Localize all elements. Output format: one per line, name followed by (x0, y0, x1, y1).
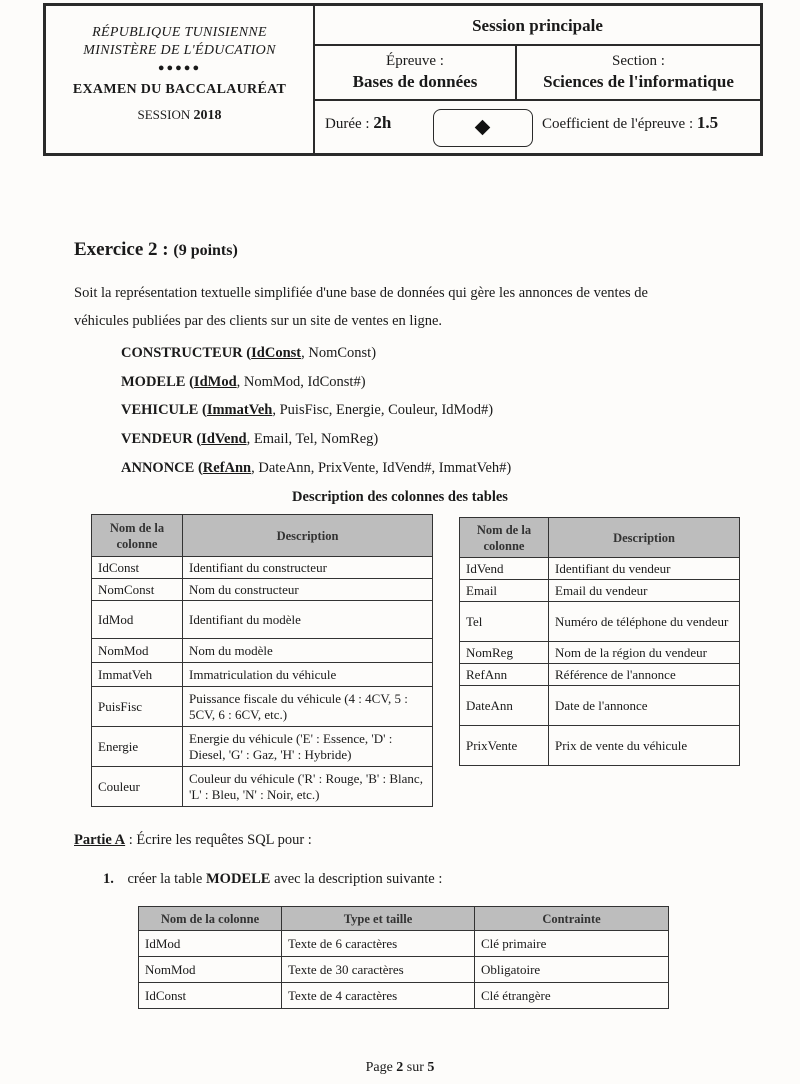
table-row (92, 663, 433, 687)
table-cell: Energie du véhicule ('E' : Essence, 'D' : Diesel, 'G' : Gaz, 'H' : Hybride) (183, 727, 433, 767)
question-1 (103, 871, 442, 888)
table-cell: IdConst (92, 557, 183, 579)
schema-constructeur: CONSTRUCTEUR (IdConst, NomConst) (121, 345, 377, 361)
question-table-name: MODELE (205, 871, 271, 887)
table-cell: Tel (460, 602, 549, 642)
duration (325, 113, 391, 133)
column-header: Nom de la colonne (92, 515, 183, 557)
coefficient-label: Coefficient de l'épreuve : (542, 116, 694, 132)
schema-attributes: , PuisFisc, Energie, Couleur, IdMod#) (272, 402, 494, 418)
schema-primary-key: RefAnn (202, 460, 252, 476)
table-cell: NomConst (92, 579, 183, 601)
table-cell: Immatriculation du véhicule (183, 663, 433, 687)
table-cell: Nom de la région du vendeur (549, 642, 740, 664)
table-row (92, 639, 433, 663)
table-cell: Prix de vente du véhicule (549, 726, 740, 766)
schema-table-name: ANNONCE (121, 460, 195, 476)
table-cell: RefAnn (460, 664, 549, 686)
epreuve-row (315, 46, 760, 101)
table-row (460, 726, 740, 766)
table-row (460, 580, 740, 602)
table-cell: DateAnn (460, 686, 549, 726)
table-row (92, 687, 433, 727)
session-label: SESSION (137, 107, 191, 122)
intro-line-1: Soit la représentation textuelle simplifiée d'une base de données qui gère les annonces de ventes de (74, 285, 648, 301)
exam-header (43, 3, 763, 156)
schema-table-name: VEHICULE (121, 402, 199, 418)
table-cell: NomReg (460, 642, 549, 664)
schema-modele: MODELE (IdMod, NomMod, IdConst#) (121, 374, 366, 390)
question-pre: créer la table (127, 871, 206, 887)
table-row (460, 642, 740, 664)
page-footer (0, 1060, 800, 1076)
exercise-points: (9 points) (173, 242, 238, 259)
part-a-label: Partie A (74, 832, 126, 848)
table-cell: PrixVente (460, 726, 549, 766)
diamond-frame (433, 109, 533, 147)
section-cell (517, 46, 760, 101)
right-columns-table (459, 517, 740, 766)
table-cell: NomMod (139, 957, 282, 983)
table-cell: Texte de 30 caractères (282, 957, 475, 983)
column-header: Nom de la colonne (139, 907, 282, 931)
column-header: Description (183, 515, 433, 557)
schema-vendeur: VENDEUR (IdVend, Email, Tel, NomReg) (121, 431, 379, 447)
table-row (139, 983, 669, 1009)
session-line (46, 107, 313, 124)
table-cell: Couleur (92, 767, 183, 807)
schema-vehicule: VEHICULE (ImmatVeh, PuisFisc, Energie, Couleur, IdMod#) (121, 402, 494, 418)
epreuve-value: Bases de données (352, 72, 478, 91)
ministry-block (46, 6, 315, 153)
schema-primary-key: IdConst (251, 345, 302, 361)
table-header-row (92, 515, 433, 557)
column-header: Contrainte (475, 907, 669, 931)
table-cell: Puissance fiscale du véhicule (4 : 4CV, 5 : 5CV, 6 : 6CV, etc.) (183, 687, 433, 727)
table-cell: IdConst (139, 983, 282, 1009)
table-row (460, 558, 740, 580)
epreuve-label: Épreuve : (386, 53, 444, 69)
column-header: Type et taille (282, 907, 475, 931)
footer-page-prefix: Page (365, 1060, 397, 1075)
table-row (460, 602, 740, 642)
table-row (92, 579, 433, 601)
table-cell: Clé primaire (475, 931, 669, 957)
exam-info-block (315, 6, 760, 153)
schema-table-name: MODELE (121, 374, 186, 390)
schema-attributes: , DateAnn, PrixVente, IdVend#, ImmatVeh#) (251, 460, 512, 476)
column-header: Description (549, 518, 740, 558)
table-cell: Obligatoire (475, 957, 669, 983)
table-cell: Nom du constructeur (183, 579, 433, 601)
table-cell: Date de l'annonce (549, 686, 740, 726)
table-row (92, 767, 433, 807)
table-cell: Energie (92, 727, 183, 767)
coefficient-value: 1.5 (696, 113, 719, 132)
question-post: avec la description suivante : (270, 871, 443, 887)
table-cell: Email du vendeur (549, 580, 740, 602)
schema-attributes: , Email, Tel, NomReg) (246, 431, 379, 447)
table-row (460, 686, 740, 726)
table-cell: ImmatVeh (92, 663, 183, 687)
duration-label: Durée : (325, 116, 370, 132)
ministry-line: MINISTÈRE DE L'ÉDUCATION (83, 43, 276, 58)
section-value: Sciences de l'informatique (543, 72, 734, 91)
table-row (460, 664, 740, 686)
duration-row (315, 101, 760, 153)
table-cell: NomMod (92, 639, 183, 663)
table-cell: Clé étrangère (475, 983, 669, 1009)
table-cell: Identifiant du modèle (183, 601, 433, 639)
page-number: 2 (396, 1060, 404, 1075)
exercise-title (74, 239, 238, 261)
table-row (92, 557, 433, 579)
footer-page-separator: sur (403, 1060, 428, 1075)
table-cell: Identifiant du vendeur (549, 558, 740, 580)
table-cell: Nom du modèle (183, 639, 433, 663)
coefficient (542, 113, 718, 133)
table-cell: Email (460, 580, 549, 602)
table-cell: Texte de 4 caractères (282, 983, 475, 1009)
duration-value: 2h (373, 113, 392, 132)
modele-description-table (138, 906, 669, 1009)
table-cell: PuisFisc (92, 687, 183, 727)
table-cell: Numéro de téléphone du vendeur (549, 602, 740, 642)
table-row (139, 931, 669, 957)
exercise-number: Exercice 2 : (74, 239, 169, 260)
part-a-instruction (74, 832, 312, 849)
diamond-icon (475, 120, 491, 136)
part-a-text: : Écrire les requêtes SQL pour : (125, 832, 312, 848)
dots-separator: ●●●●● (157, 62, 202, 74)
schema-attributes: , NomConst) (301, 345, 377, 361)
column-header: Nom de la colonne (460, 518, 549, 558)
table-row (92, 601, 433, 639)
exam-title: EXAMEN DU BACCALAURÉAT (72, 82, 287, 97)
table-cell: Identifiant du constructeur (183, 557, 433, 579)
table-cell: IdMod (139, 931, 282, 957)
republic-line: RÉPUBLIQUE TUNISIENNE (92, 25, 267, 40)
table-cell: IdMod (92, 601, 183, 639)
schema-primary-key: IdVend (201, 431, 247, 447)
table-cell: IdVend (460, 558, 549, 580)
table-header-row (139, 907, 669, 931)
schema-primary-key: IdMod (193, 374, 237, 390)
schema-table-name: CONSTRUCTEUR (121, 345, 243, 361)
schema-primary-key: ImmatVeh (206, 402, 273, 418)
epreuve-cell (315, 46, 517, 101)
intro-line-2: véhicules publiées par des clients sur un site de ventes en ligne. (74, 313, 443, 329)
question-number: 1. (103, 871, 114, 887)
left-columns-table (91, 514, 433, 807)
table-cell: Couleur du véhicule ('R' : Rouge, 'B' : Blanc, 'L' : Bleu, 'N' : Noir, etc.) (183, 767, 433, 807)
table-header-row (460, 518, 740, 558)
table-row (139, 957, 669, 983)
schema-table-name: VENDEUR (121, 431, 193, 447)
session-type: Session principale (315, 6, 760, 46)
table-cell: Texte de 6 caractères (282, 931, 475, 957)
table-cell: Référence de l'annonce (549, 664, 740, 686)
session-year: 2018 (193, 108, 222, 123)
columns-title: Description des colonnes des tables (292, 489, 508, 505)
section-label: Section : (612, 53, 665, 69)
schema-attributes: , NomMod, IdConst#) (236, 374, 366, 390)
page-total: 5 (427, 1060, 435, 1075)
table-row (92, 727, 433, 767)
schema-annonce: ANNONCE (RefAnn, DateAnn, PrixVente, IdVend#, ImmatVeh#) (121, 460, 512, 476)
